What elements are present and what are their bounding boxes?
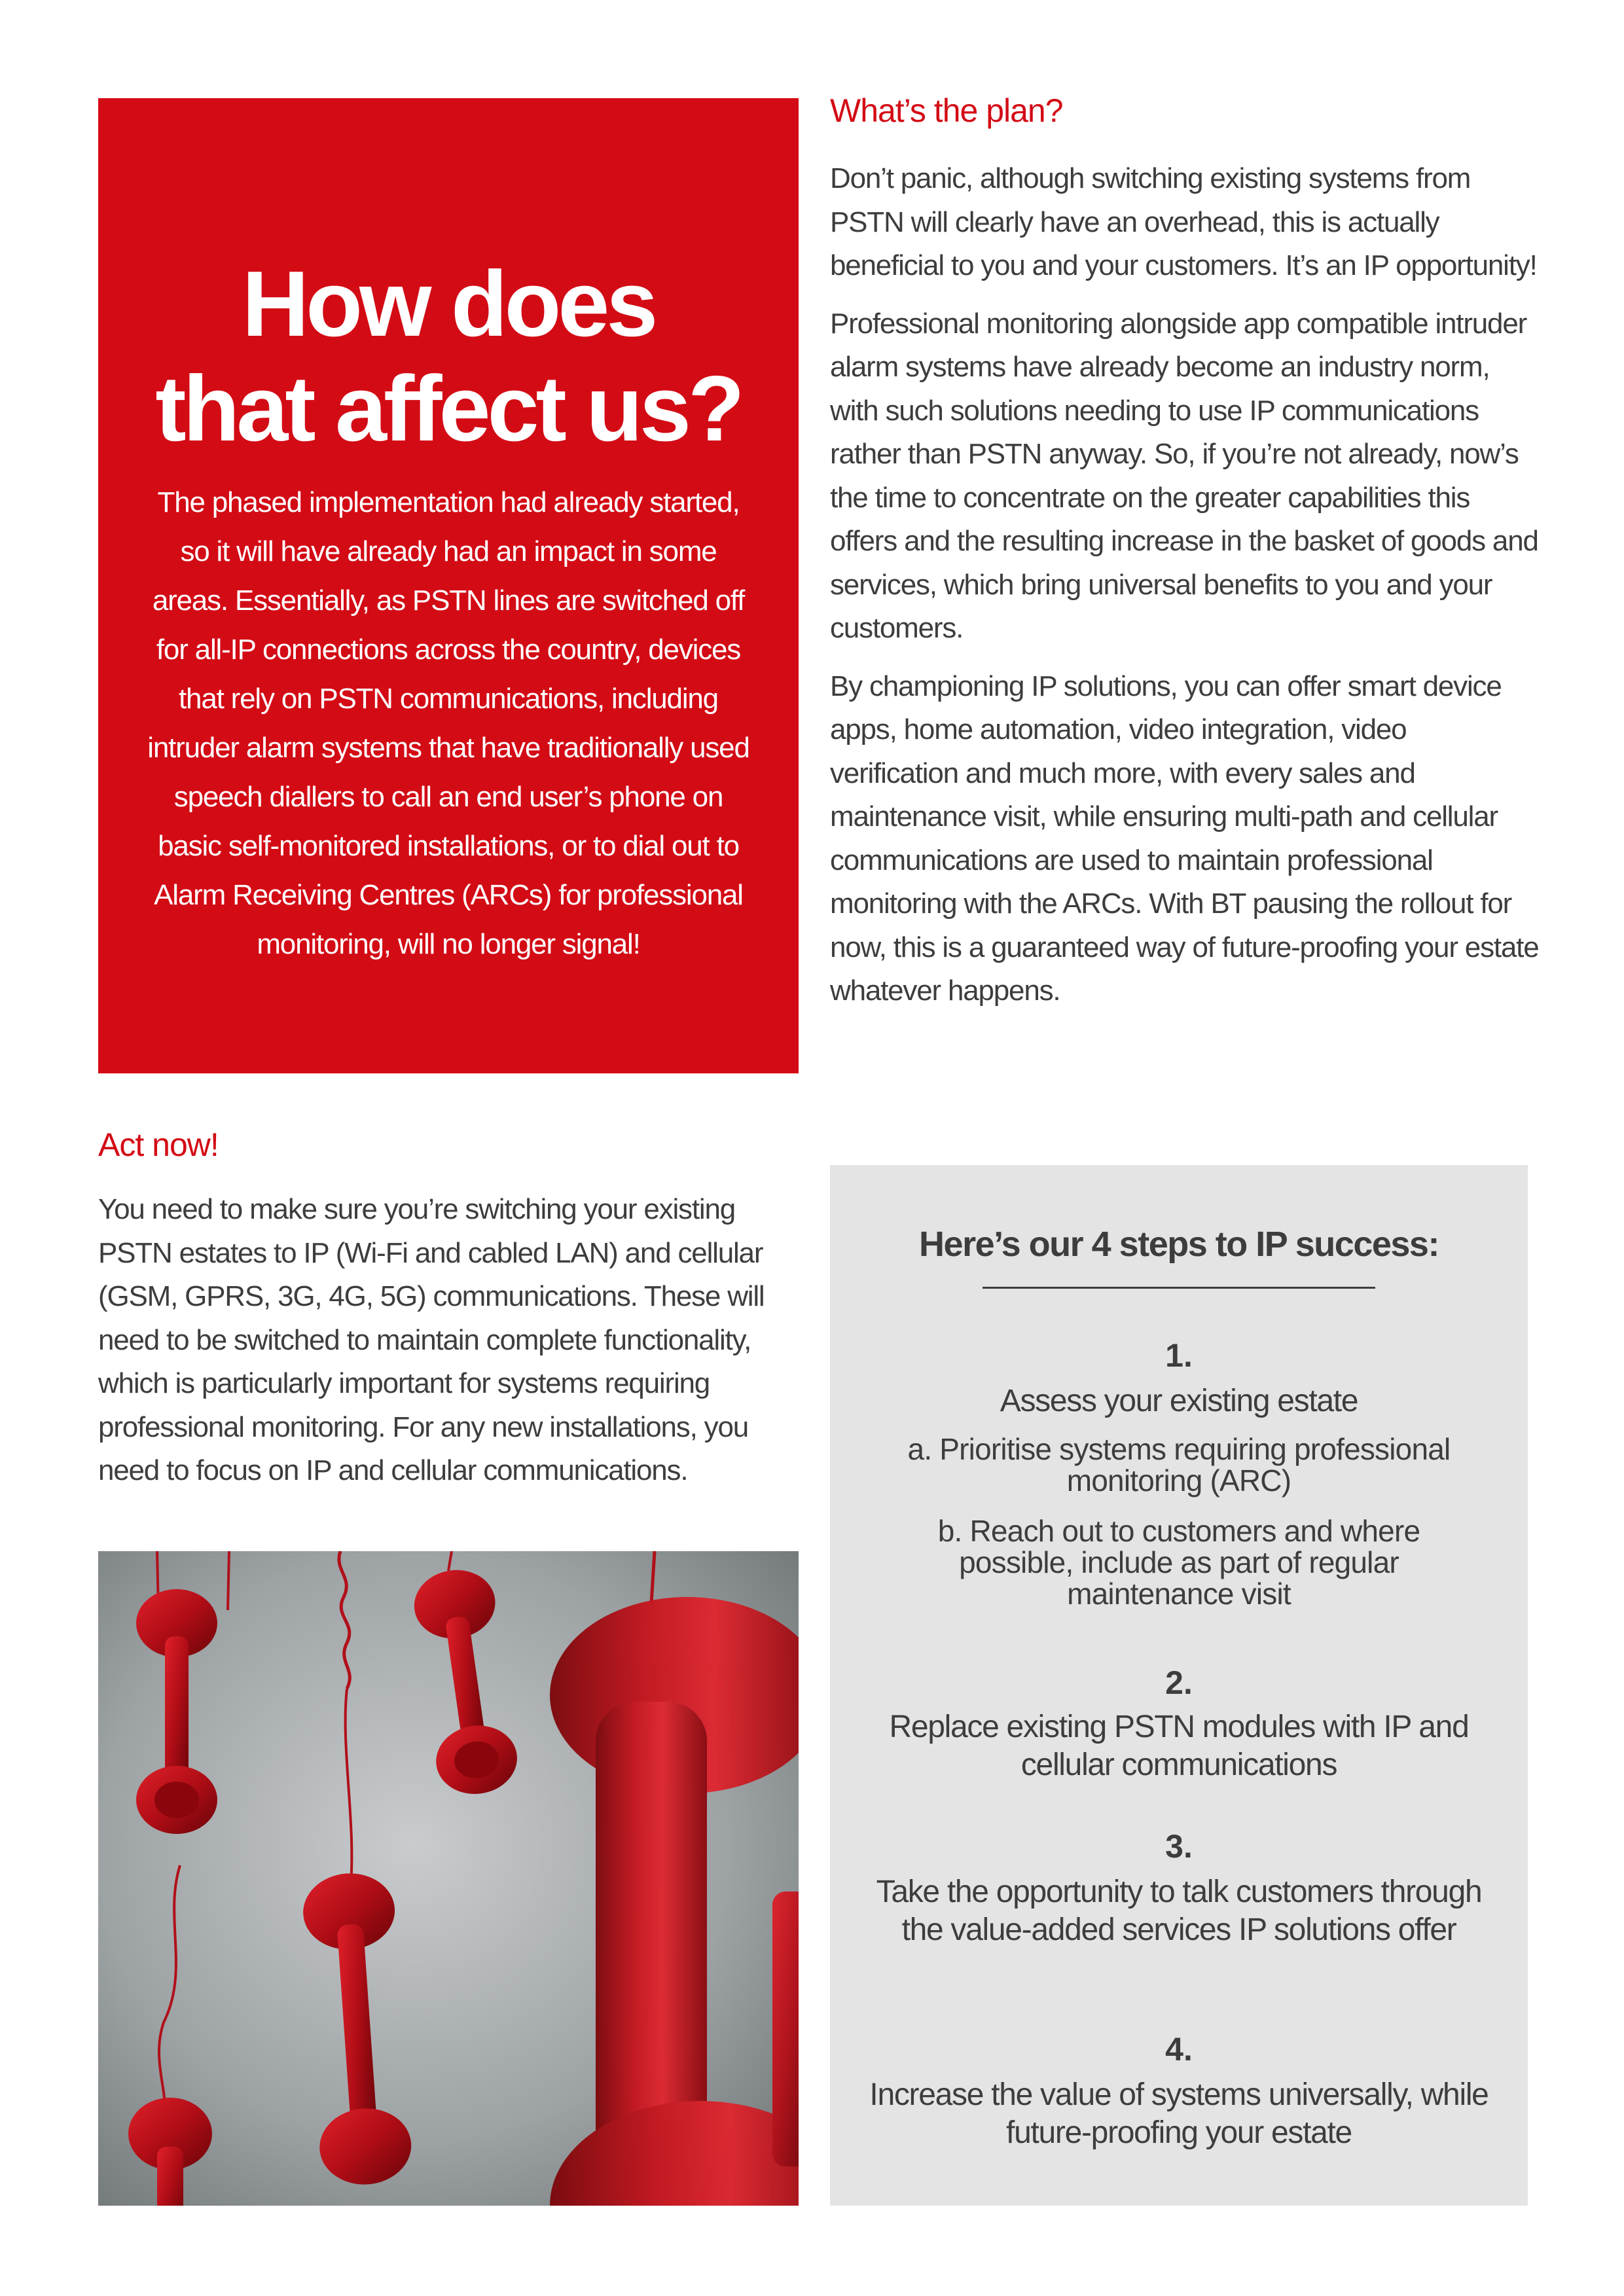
step-3-text: Take the opportunity to talk customers through the value-added services IP solutions offer bbox=[876, 1874, 1482, 1947]
plan-heading: What’s the plan? bbox=[830, 92, 1063, 129]
telephones-illustration bbox=[98, 1551, 799, 2206]
step-1-sub-a: a. Prioritise systems requiring professional monitoring (ARC) bbox=[907, 1432, 1451, 1498]
hero-title bbox=[98, 252, 799, 461]
step-1-sub-b: b. Reach out to customers and where possible, include as part of regular maintenance visit bbox=[937, 1514, 1420, 1611]
hero-title-line1: How does bbox=[242, 252, 655, 356]
plan-paragraph: Don’t panic, although switching existing systems from PSTN will clearly have an overhead, this is actually beneficial to you and your customers. It’s an IP opportunity! bbox=[830, 162, 1537, 281]
hero-title-line2: that affect us? bbox=[155, 357, 742, 461]
steps-box bbox=[830, 1165, 1528, 2206]
red-telephones-photo bbox=[98, 1551, 799, 2206]
hero-body: The phased implementation had already started, so it will have already had an impact in some areas. Essentially, as PSTN lines are switched off for all-IP connections across the country, devices that rely on PSTN communications, including intruder alarm systems that have traditionally used speech diallers to call an end user’s phone on basic self-monitored installations, or to dial out to Alarm Receiving Centres (ARCs) for professional monitoring, will no longer signal! bbox=[147, 486, 749, 960]
step-1-text: Assess your existing estate bbox=[1000, 1384, 1358, 1418]
step-4-number: 4. bbox=[1165, 2031, 1193, 2068]
steps-divider bbox=[983, 1287, 1375, 1289]
step-4-text: Increase the value of systems universally, while future-proofing your estate bbox=[869, 2077, 1489, 2150]
step-3-number: 3. bbox=[1165, 1828, 1193, 1865]
act-body bbox=[98, 1188, 799, 1507]
act-paragraph: You need to make sure you’re switching your existing PSTN estates to IP (Wi-Fi and cabled LAN) and cellular (GSM, GPRS, 3G, 4G, 5G) communications. These will need to be switched to maintain complete functionality, which is particularly important for systems requiring professional monitoring. For any new installations, you need to focus on IP and cellular communications. bbox=[98, 1193, 765, 1486]
act-heading: Act now! bbox=[98, 1126, 219, 1163]
plan-paragraph: By championing IP solutions, you can offer smart device apps, home automation, video integration, video verification and much more, with every sales and maintenance visit, while ensuring multi-path and cellular communications are used to maintain professional monitoring with the ARCs. With BT pausing the rollout for now, this is a guaranteed way of future-proofing your estate whatever happens. bbox=[830, 670, 1539, 1007]
step-2-number: 2. bbox=[1165, 1664, 1193, 1701]
step-1-number: 1. bbox=[1165, 1337, 1193, 1374]
step-2-text: Replace existing PSTN modules with IP and cellular communications bbox=[889, 1710, 1469, 1782]
plan-paragraph: Professional monitoring alongside app compatible intruder alarm systems have already become an industry norm, with such solutions needing to use IP communications rather than PSTN anyway. So, if you’re not already, now’s the time to concentrate on the greater capabilities this offers and the resulting increase in the basket of goods and services, which bring universal benefits to you and your customers. bbox=[830, 307, 1538, 644]
hero-panel bbox=[98, 98, 799, 1073]
steps-title: Here’s our 4 steps to IP success: bbox=[919, 1225, 1439, 1264]
plan-body bbox=[830, 157, 1540, 1028]
